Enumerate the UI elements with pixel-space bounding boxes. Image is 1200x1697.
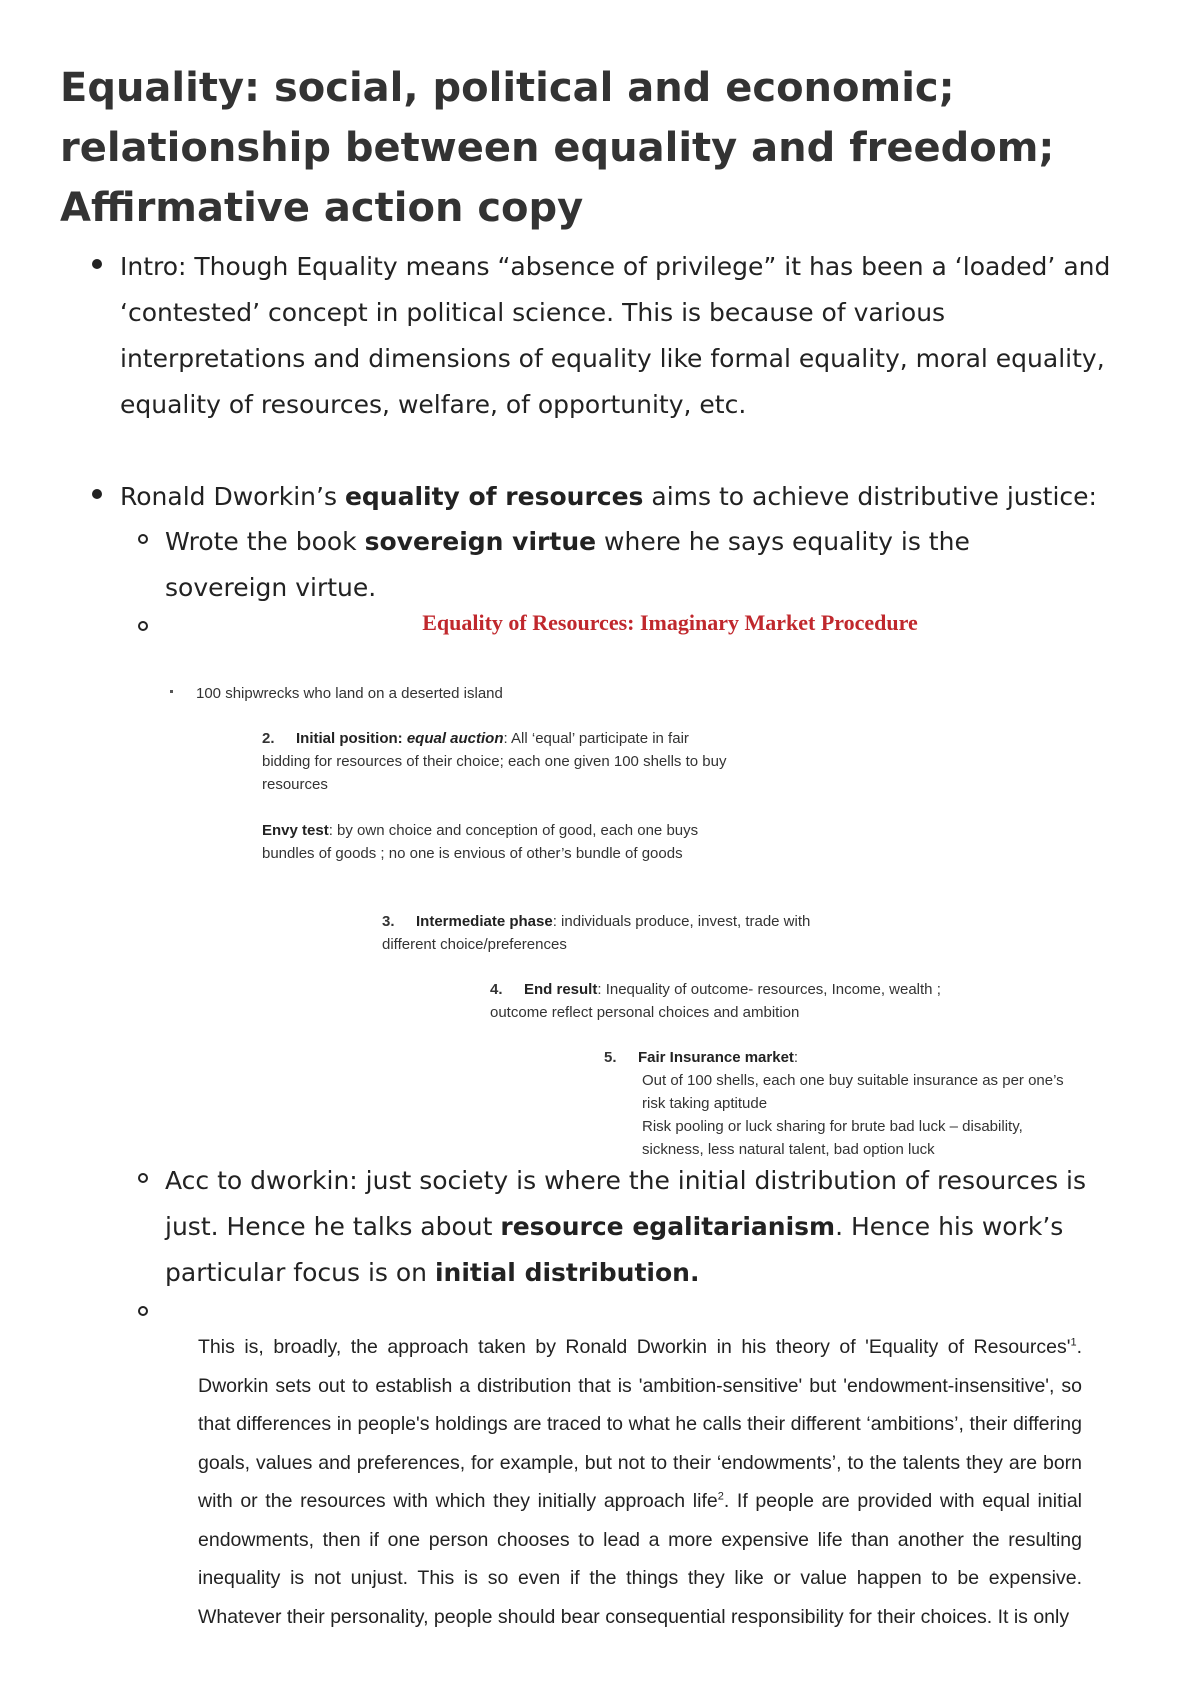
bullet-icon bbox=[92, 259, 102, 269]
figure-title: Equality of Resources: Imaginary Market Procedure bbox=[422, 610, 918, 635]
figure-step-3: 3. Intermediate phase: individuals produce, invest, trade with different choice/preferences bbox=[382, 913, 811, 953]
equality-of-resources-term: equality of resources bbox=[344, 482, 644, 511]
figure-envy-test: Envy test: by own choice and conception of good, each one buys bundles of goods ; no one is envious of other’s bundle of goods bbox=[262, 822, 699, 862]
sub-bullet-icon bbox=[138, 1173, 148, 1183]
sub-bullet-icon bbox=[138, 1306, 148, 1316]
figure-step-1: 100 shipwrecks who land on a deserted island bbox=[196, 685, 503, 702]
intro-paragraph: Intro: Though Equality means “absence of privilege” it has been a ‘loaded’ and ‘contested’ concept in political science. This is because of various interpretations and dimensions of equality like formal equality, moral equality, equality of resources, welfare, of opportunity, etc. bbox=[120, 252, 1111, 419]
bullet-icon bbox=[92, 489, 102, 499]
sovereign-virtue-term: sovereign virtue bbox=[364, 527, 597, 556]
figure-step-5-detail: Out of 100 shells, each one buy suitable insurance as per one’s risk taking aptitude Risk pooling or luck sharing for brute bad luck – disability, sickness, less natural talent, bad option luck bbox=[642, 1072, 1064, 1158]
dworkin-paragraph: Ronald Dworkin’s equality of resources aims to achieve distributive justice: bbox=[120, 482, 1097, 511]
book-paragraph: Wrote the book sovereign virtue where he says equality is the sovereign virtue. bbox=[165, 527, 970, 602]
dworkin-excerpt: This is, broadly, the approach taken by Ronald Dworkin in his theory of 'Equality of $Resources'^1$. Dworkin sets out to establish a distribution that is 'ambition-sensitive' but 'endowment-insensitive', so that differences in people's holdings are traced to what he calls their different ‘ambitions’, their differing goals, values and preferences, for example, but not to their ‘endowments’, to the talents they are born with or the resources with which they initially approach life$^2$. If people are provided with equal initial endowments, then if one person chooses to lead a more expensive life than another the resulting inequality is not unjust. This is so even if the things they like or value happen to be expensive. Whatever their personality, people should bear consequential responsibility for their choices. It is only bbox=[198, 1336, 1082, 1628]
figure-step-5: 5. Fair Insurance market: bbox=[604, 1049, 799, 1066]
page-title: Equality: social, political and economic; relationship between equality and freedom; Affirmative action copy bbox=[60, 65, 1055, 231]
sub-bullet-icon bbox=[138, 621, 148, 631]
acc-dworkin-paragraph: Acc to dworkin: just society is where the initial distribution of resources is just. Hence he talks about resource egalitarianism. Hence his work’s particular focus is on initial distribution. bbox=[165, 1166, 1087, 1287]
figure-bullet-mark bbox=[170, 690, 173, 693]
figure-step-4: 4. End result: Inequality of outcome- resources, Income, wealth ; outcome reflect personal choices and ambition bbox=[490, 981, 941, 1021]
initial-distribution-term: initial distribution. bbox=[434, 1258, 700, 1287]
resource-egalitarianism-term: resource egalitarianism bbox=[500, 1212, 836, 1241]
figure-step-2: 2. Initial position: equal auction: All ‘equal’ participate in fair bidding for resources of their choice; each one given 100 shells to buy resources bbox=[262, 730, 727, 793]
sub-bullet-icon bbox=[138, 534, 148, 544]
